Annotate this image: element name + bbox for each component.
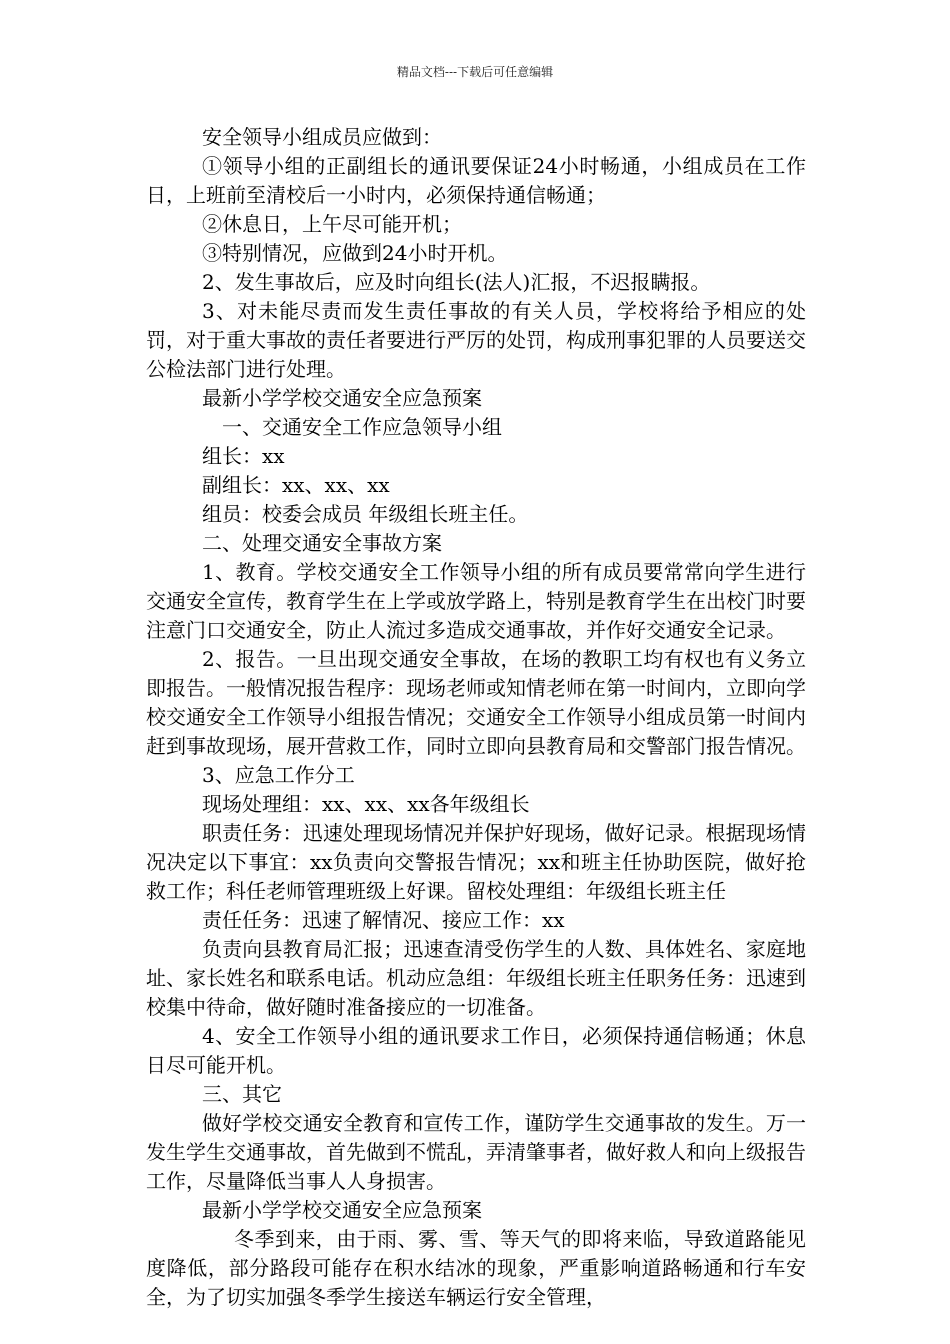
section-title: 最新小学学校交通安全应急预案 xyxy=(202,1198,482,1222)
page-header: 精品文档---下载后可任意编辑 xyxy=(396,65,554,79)
document-body xyxy=(146,123,806,1312)
paragraph: 4、安全工作领导小组的通讯要求工作日，必须保持通信畅通；休息日尽可能开机。 xyxy=(146,1024,806,1077)
paragraph: 责任任务：迅速了解情况、接应工作：xx xyxy=(202,908,565,932)
paragraph: 职责任务：迅速处理现场情况并保护好现场，做好记录。根据现场情况决定以下事宜：xx负责向交警报告情况；xx和班主任协助医院，做好抢救工作；科任老师管理班级上好课。留校处理组：年级组长班主任 xyxy=(146,821,806,903)
paragraph: 组长：xx xyxy=(202,444,285,468)
section-title: 最新小学学校交通安全应急预案 xyxy=(202,386,482,410)
paragraph: 3、应急工作分工 xyxy=(202,763,355,787)
paragraph: 2、发生事故后，应及时向组长(法人)汇报，不迟报瞒报。 xyxy=(202,270,711,294)
paragraph: ②休息日，上午尽可能开机； xyxy=(202,212,462,236)
paragraph: 副组长：xx、xx、xx xyxy=(202,473,390,497)
paragraph: ①领导小组的正副组长的通讯要保证24小时畅通，小组成员在工作日，上班前至清校后一小时内，必须保持通信畅通； xyxy=(146,154,806,207)
paragraph: 组员：校委会成员 年级组长班主任。 xyxy=(202,502,529,526)
section-heading: 二、处理交通安全事故方案 xyxy=(202,531,442,555)
paragraph: 冬季到来，由于雨、雾、雪、等天气的即将来临，导致道路能见度降低，部分路段可能存在积水结冰的现象，严重影响道路畅通和行车安全，为了切实加强冬季学生接送车辆运行安全管理， xyxy=(146,1227,806,1309)
paragraph: 3、对未能尽责而发生责任事故的有关人员，学校将给予相应的处罚，对于重大事故的责任者要进行严厉的处罚，构成刑事犯罪的人员要送交公检法部门进行处理。 xyxy=(146,299,806,381)
paragraph: 1、教育。学校交通安全工作领导小组的所有成员要常常向学生进行交通安全宣传，教育学生在上学或放学路上，特别是教育学生在出校门时要注意门口交通安全，防止人流过多造成交通事故，并作好交通安全记录。 xyxy=(146,560,806,642)
paragraph: 2、报告。一旦出现交通安全事故，在场的教职工均有权也有义务立即报告。一般情况报告程序：现场老师或知情老师在第一时间内，立即向学校交通安全工作领导小组报告情况；交通安全工作领导小组成员第一时间内赶到事故现场，展开营救工作，同时立即向县教育局和交警部门报告情况。 xyxy=(146,647,806,758)
paragraph: ③特别情况，应做到24小时开机。 xyxy=(202,241,508,265)
paragraph: 安全领导小组成员应做到： xyxy=(202,125,442,149)
paragraph: 负责向县教育局汇报；迅速查清受伤学生的人数、具体姓名、家庭地址、家长姓名和联系电话。机动应急组：年级组长班主任职务任务：迅速到校集中待命，做好随时准备接应的一切准备。 xyxy=(146,937,806,1019)
section-heading: 一、交通安全工作应急领导小组 xyxy=(222,415,502,439)
paragraph: 现场处理组：xx、xx、xx各年级组长 xyxy=(202,792,530,816)
section-heading: 三、其它 xyxy=(202,1082,282,1106)
paragraph: 做好学校交通安全教育和宣传工作，谨防学生交通事故的发生。万一发生学生交通事故，首先做到不慌乱，弄清肇事者，做好救人和向上级报告工作，尽量降低当事人人身损害。 xyxy=(146,1111,806,1193)
